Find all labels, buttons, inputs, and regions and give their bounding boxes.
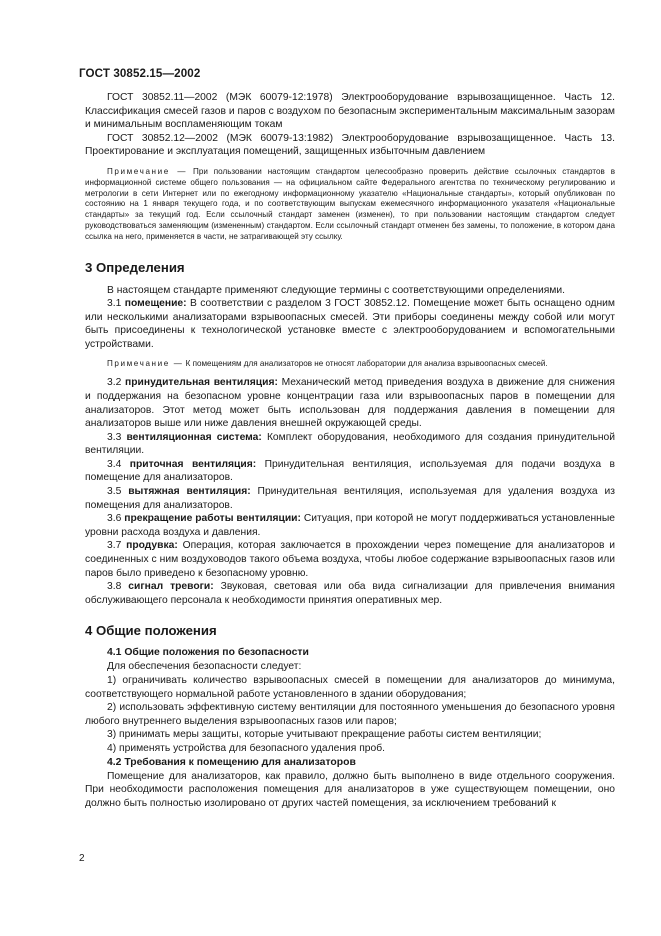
definition-text: Звуковая, световая или оба вида сигнализации для привлечения внимания обслуживающего персонала к необходимости принятия оперативных мер. [85, 581, 615, 606]
list-item: 1) ограничивать количество взрывоопасных смесей в помещении для анализаторов до минимума, соответствующего нормальной работе установленного в здании оборудования; [85, 675, 615, 700]
definition-text: Операция, которая заключается в прохождении через помещение для анализаторов и соединенных с ним воздуховодов такого объема воздуха, чтобы любое содержание взрывоопасных газов или паров было приведено к безопасному уровню. [85, 540, 615, 579]
document-header: ГОСТ 30852.15—2002 [79, 67, 201, 80]
definition-text: Комплект оборудования, необходимого для создания принудительной вентиляции. [85, 431, 615, 457]
note-label: Примечание — [107, 358, 184, 368]
note-block [85, 359, 615, 370]
note-text: При пользовании настоящим стандартом целесообразно проверить действие ссылочных стандартов в информационной системе общего пользования — на официальном сайте Федерального агентства по техническому регулированию и метрологии в сети Интернет или по ежегодному информационному указателю «Национальные стандарты», который опубликован по состоянию на 1 января текущего года, и по соответствующим выпускам ежемесячного информационного указателя «Национальные стандарты» за текущий год. Если ссылочный стандарт заменен (изменен), то при пользовании настоящим стандартом следует руководствоваться заменяющим (измененным) стандартом. Если ссылочный стандарт отменен без замены, то положение, в котором дана ссылка на него, применяется в части, не затрагивающей эту ссылку. [85, 166, 616, 241]
definition-term: вытяжная вентиляция: [128, 486, 251, 498]
note-text: К помещениям для анализаторов не относят лаборатории для анализа взрывоопасных смесей. [185, 358, 548, 368]
definition-term: сигнал тревоги: [128, 581, 214, 593]
definition-term: принудительная вентиляция: [125, 377, 278, 389]
definition-number: 3.1 [107, 298, 122, 310]
section-intro: Для обеспечения безопасности следует: [107, 661, 302, 673]
reference-item: ГОСТ 30852.11—2002 (МЭК 60079-12:1978) Электрооборудование взрывозащищенное. Часть 12. Классификация смесей газов и паров с воздухом по безопасным экспериментальным максимальным зазорам и минимальным воспламеняющим токам [85, 92, 615, 131]
paragraph: Помещение для анализаторов, как правило, должно быть выполнено в виде отдельного сооружения. При необходимости расположения помещения для анализаторов в уже существующем помещении, оно должно быть полностью изолировано от других частей помещения, за исключением требований к [85, 770, 615, 809]
definition-number: 3.2 [107, 377, 122, 389]
definition-term: приточная вентиляция: [129, 458, 257, 470]
note-label: Примечание — [107, 166, 188, 176]
definition-number: 3.8 [107, 581, 122, 593]
definition-number: 3.4 [107, 458, 122, 470]
section-heading: 3 Определения [85, 259, 185, 275]
section-heading: 4 Общие положения [85, 623, 217, 639]
subsection-heading: 4.2 Требования к помещению для анализаторов [107, 756, 356, 768]
definition-number: 3.7 [107, 540, 122, 552]
definition-item [85, 376, 615, 430]
list-item: 4) применять устройства для безопасного удаления проб. [107, 742, 385, 754]
definition-item [85, 580, 615, 607]
definition-term: прекращение работы вентиляции: [124, 513, 301, 525]
definition-text: Механический метод приведения воздуха в движение для снижения и поддержания на безопасном уровне концентрации газа или взрывоопасных паров в помещении для анализаторов. Этот метод может быть использован для поддержания давления в помещении для анализаторов выше или ниже давления внешней окружающей среды. [85, 377, 615, 430]
definition-number: 3.5 [107, 486, 122, 498]
list-item: 2) использовать эффективную систему вентиляции для постоянного уменьшения до безопасного уровня любого внутреннего выделения взрывоопасных газов или паров; [85, 702, 615, 727]
definition-item [85, 297, 615, 351]
section-intro: В настоящем стандарте применяют следующие термины с соответствующими определениями. [107, 284, 565, 296]
page-number: 2 [79, 853, 85, 864]
definition-text: Ситуация, при которой не могут поддерживаться установленные уровни расхода воздуха и давления. [85, 513, 615, 538]
list-item: 3) принимать меры защиты, которые учитывают прекращение работы систем вентиляции; [107, 729, 542, 741]
definition-item [85, 458, 615, 485]
definition-text: Принудительная вентиляция, используемая для подачи воздуха в помещение для анализаторов. [85, 458, 615, 484]
definition-item [85, 485, 615, 512]
definition-term: вентиляционная система: [126, 431, 262, 443]
definition-item [85, 539, 615, 580]
reference-item: ГОСТ 30852.12—2002 (МЭК 60079-13:1982) Электрооборудование взрывозащищенное. Часть 13. Проектирование и эксплуатация помещений, защищенных избыточным давлением [85, 132, 615, 158]
definition-term: продувка: [126, 540, 178, 552]
subsection-heading: 4.1 Общие положения по безопасности [107, 647, 309, 659]
definition-number: 3.6 [107, 513, 122, 525]
definition-item [85, 512, 615, 539]
document-body [85, 91, 615, 810]
note-block [85, 167, 615, 243]
definition-text: В соответствии с разделом 3 ГОСТ 30852.12. Помещение может быть оснащено одним или несколькими анализаторами взрывоопасных смесей. Эти приборы соединены между собой или могут быть присоединены к технологической установке вместе с электрооборудованием и вспомогательными устройствами. [85, 298, 615, 350]
definition-text: Принудительная вентиляция, используемая для удаления воздуха из помещения для анализаторов. [85, 486, 615, 511]
definition-item [85, 431, 615, 458]
definition-term: помещение: [124, 298, 187, 310]
definition-number: 3.3 [107, 431, 122, 443]
